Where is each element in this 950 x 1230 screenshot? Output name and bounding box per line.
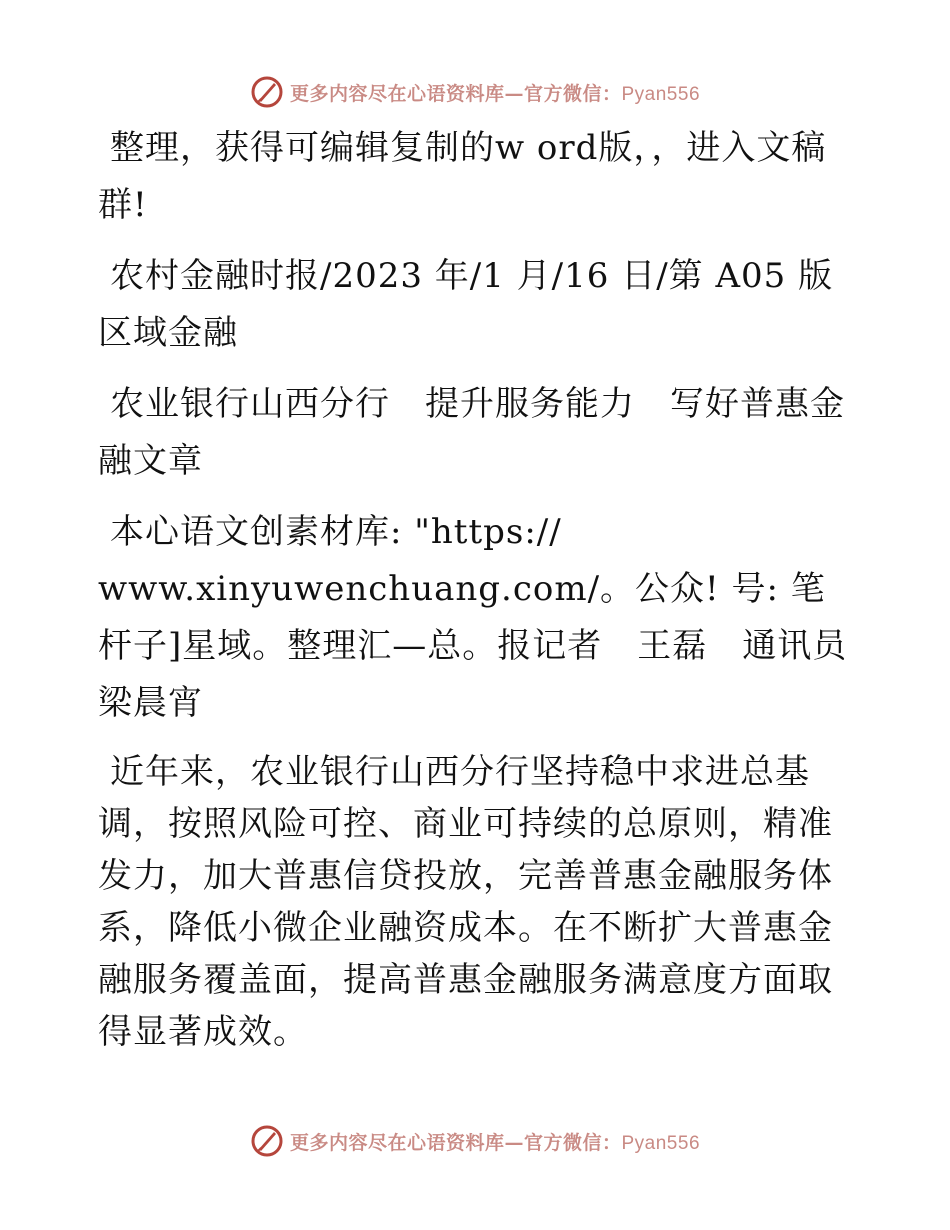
document-body (98, 120, 883, 1072)
header-watermark-text (290, 79, 700, 106)
source-line: 农村金融时报/2023 年/1 月/16 日/第 A05 版区域金融 (98, 256, 834, 353)
body-paragraph: 近年来，农业银行山西分行坚持稳中求进总基调，按照风险可控、商业可持续的总原则，精准发力，加大普惠信贷投放，完善普惠金融服务体系，降低小微企业融资成本。在不断扩大普惠金融服务覆盖面，提高普惠金融服务满意度方面取得显著成效。 (98, 752, 833, 1052)
footer-watermark-wechat: Pyan556 (621, 1132, 701, 1154)
quill-pen-logo-icon (250, 75, 284, 109)
byline-paragraph: www.xinyuwenchuang.com/。公众! 号: 笔杆子]星域。整理汇—总。报记者 王磊 通讯员 梁晨宵 (98, 569, 883, 723)
header-watermark-wechat: Pyan556 (621, 83, 701, 105)
header-watermark (0, 72, 950, 112)
article-title: 农业银行山西分行 提升服务能力 写好普惠金融文章 (98, 384, 845, 481)
header-watermark-label: 更多内容尽在心语资料库—官方微信： (289, 82, 622, 105)
footer-watermark (0, 1121, 950, 1161)
footer-watermark-label: 更多内容尽在心语资料库—官方微信： (289, 1131, 622, 1154)
quill-pen-logo-icon (250, 1124, 284, 1158)
material-link-line: 本心语文创素材库: "https:// (110, 512, 562, 552)
intro-paragraph: 整理，获得可编辑复制的w ord版，，进入文稿群! (98, 128, 827, 225)
footer-watermark-text (290, 1128, 700, 1155)
